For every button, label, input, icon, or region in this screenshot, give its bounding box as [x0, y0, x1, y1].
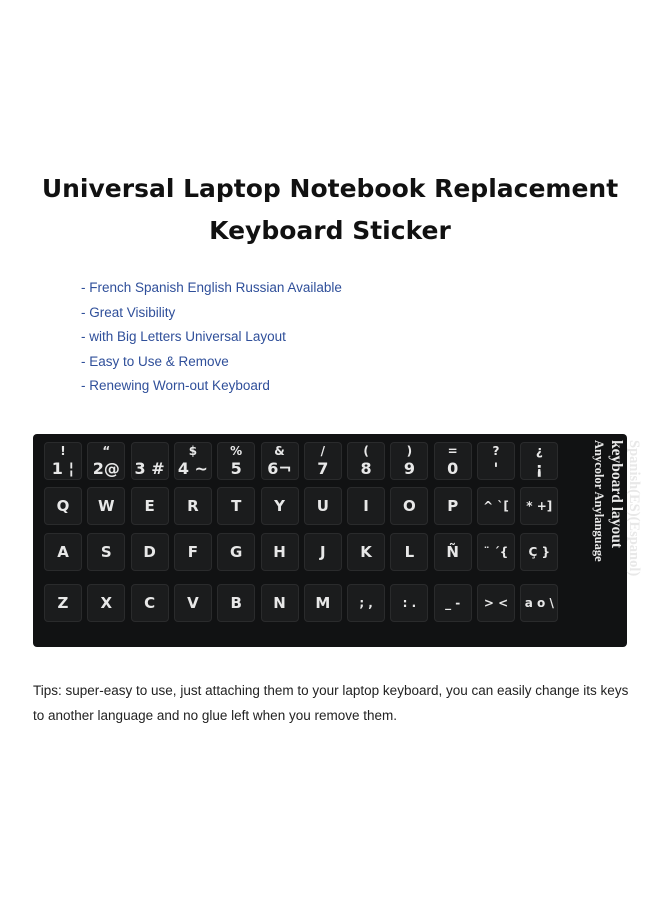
feature-item: - Easy to Use & Remove	[81, 353, 229, 369]
key-sticker	[434, 442, 472, 480]
key-label: 7	[317, 459, 329, 478]
key-sticker	[87, 442, 125, 480]
key-label: 5	[230, 459, 242, 478]
key-label: 8	[360, 459, 372, 478]
key-label: I	[363, 497, 369, 515]
key-label: * +]	[526, 499, 553, 513]
key-label: > <	[483, 596, 509, 610]
key-sticker	[347, 584, 385, 622]
key-label: T	[231, 497, 242, 515]
key-sticker	[261, 584, 299, 622]
key-label: L	[404, 543, 415, 561]
key-shift-label: )	[406, 444, 413, 458]
page-title	[0, 168, 660, 252]
key-sticker	[44, 533, 82, 571]
key-sticker	[174, 533, 212, 571]
key-sticker	[520, 442, 558, 480]
key-sticker	[87, 533, 125, 571]
key-label: W	[98, 497, 115, 515]
feature-item: - with Big Letters Universal Layout	[81, 329, 286, 345]
key-label: D	[143, 543, 156, 561]
key-sticker	[304, 533, 342, 571]
tips-paragraph: Tips: super-easy to use, just attaching them to your laptop keyboard, you can easily change its keys to another language and no glue left when you remove them.	[33, 683, 629, 723]
key-sticker	[87, 487, 125, 525]
title-line-2: Keyboard Sticker	[209, 216, 451, 245]
key-sticker	[131, 584, 169, 622]
key-sticker	[131, 487, 169, 525]
key-sticker	[174, 584, 212, 622]
feature-item: - Great Visibility	[81, 304, 176, 320]
key-label: 4 ~	[177, 459, 208, 478]
key-sticker	[304, 584, 342, 622]
key-label: S	[100, 543, 112, 561]
key-sticker	[131, 442, 169, 480]
key-label: B	[230, 594, 242, 612]
key-label: _ -	[445, 596, 461, 610]
key-label: K	[360, 543, 372, 561]
key-sticker	[217, 533, 255, 571]
key-sticker	[477, 584, 515, 622]
key-sticker	[131, 533, 169, 571]
key-label: ^ `[	[483, 499, 509, 513]
key-label: F	[187, 543, 199, 561]
key-label: 0	[447, 459, 459, 478]
key-sticker	[520, 487, 558, 525]
key-sticker	[520, 584, 558, 622]
key-label: V	[187, 594, 199, 612]
key-shift-label: (	[363, 444, 369, 458]
key-label: R	[187, 497, 199, 515]
key-sticker	[174, 442, 212, 480]
key-label: H	[273, 543, 286, 561]
key-shift-label: ¿	[535, 444, 543, 458]
key-label: Ñ	[446, 543, 459, 561]
key-label: C	[144, 594, 156, 612]
key-sticker	[261, 533, 299, 571]
key-sticker	[217, 487, 255, 525]
feature-item: - Renewing Worn-out Keyboard	[81, 378, 270, 394]
key-shift-label: $	[188, 444, 198, 458]
key-label: N	[273, 594, 286, 612]
key-sticker	[44, 487, 82, 525]
key-sticker	[87, 584, 125, 622]
key-shift-label: ?	[492, 444, 500, 458]
key-sticker	[390, 442, 428, 480]
key-sticker	[347, 442, 385, 480]
key-shift-label: “	[102, 444, 111, 458]
key-label: 6¬	[267, 459, 292, 478]
key-label: 2@	[92, 459, 120, 478]
key-shift-label: =	[447, 444, 458, 458]
keyboard-sticker-sheet	[33, 434, 642, 647]
key-sticker	[390, 533, 428, 571]
key-label: 3 #	[134, 459, 165, 478]
key-sticker	[390, 487, 428, 525]
key-label: 1 ¦	[51, 459, 75, 478]
key-label: Ç }	[528, 545, 551, 559]
key-sticker	[347, 533, 385, 571]
key-sticker	[304, 487, 342, 525]
key-label: ; ,	[359, 596, 373, 610]
key-label: M	[315, 594, 331, 612]
key-label: ¡	[535, 459, 543, 478]
key-label: E	[144, 497, 155, 515]
key-sticker	[434, 533, 472, 571]
key-shift-label: &	[274, 444, 285, 458]
key-sticker	[347, 487, 385, 525]
key-sticker	[304, 442, 342, 480]
key-sticker	[434, 487, 472, 525]
key-sticker	[520, 533, 558, 571]
key-shift-label: %	[230, 444, 243, 458]
layout-tagline: Anycolor Anylanguage	[592, 440, 606, 562]
key-sticker	[44, 442, 82, 480]
feature-list	[81, 278, 342, 401]
key-sticker	[477, 533, 515, 571]
key-sticker	[434, 584, 472, 622]
key-label: O	[403, 497, 416, 515]
key-sticker	[261, 487, 299, 525]
key-sticker	[477, 487, 515, 525]
key-label: Y	[274, 497, 285, 515]
key-sticker	[390, 584, 428, 622]
key-label: U	[316, 497, 329, 515]
key-label: G	[230, 543, 243, 561]
key-label: ¨ ´{	[483, 545, 509, 559]
key-label: P	[447, 497, 459, 515]
key-sticker	[477, 442, 515, 480]
key-label: J	[320, 543, 326, 561]
feature-item: - French Spanish English Russian Available	[81, 280, 342, 295]
key-label: X	[100, 594, 113, 612]
key-label: A	[57, 543, 69, 561]
key-label: 9	[403, 459, 415, 478]
key-sticker	[217, 584, 255, 622]
layout-subtitle: keyboard layout	[608, 440, 625, 549]
key-sticker	[174, 487, 212, 525]
key-sticker	[261, 442, 299, 480]
layout-language: Spanish(ES)(Espanol)	[626, 440, 642, 577]
key-sticker	[217, 442, 255, 480]
key-label: Z	[57, 594, 69, 612]
layout-label	[583, 440, 643, 640]
key-label: '	[493, 459, 499, 478]
key-label: Q	[56, 497, 70, 515]
key-shift-label: !	[60, 444, 66, 458]
key-sticker	[44, 584, 82, 622]
key-label: : .	[402, 596, 417, 610]
title-line-1: Universal Laptop Notebook Replacement	[41, 174, 619, 203]
key-shift-label: /	[320, 444, 325, 458]
key-label: a o \	[524, 596, 554, 610]
